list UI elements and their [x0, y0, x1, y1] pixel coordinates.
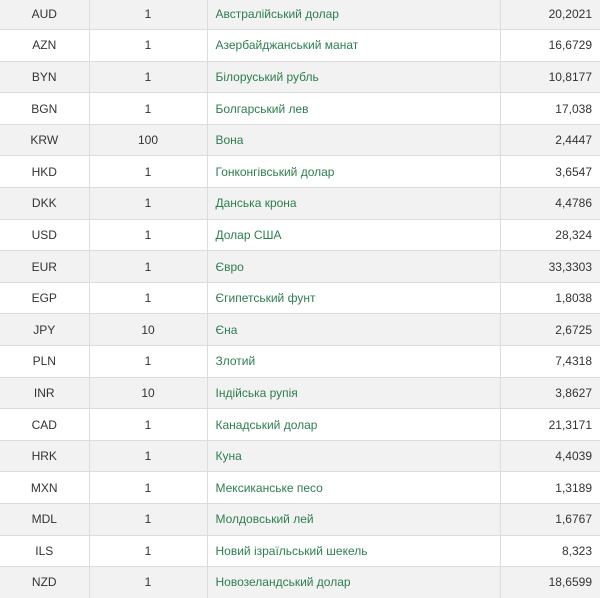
table-row [0, 282, 600, 314]
currency-units: 1 [89, 188, 207, 220]
currency-code: EGP [0, 282, 89, 314]
currency-units: 1 [89, 219, 207, 251]
currency-units: 1 [89, 251, 207, 283]
currency-code: ILS [0, 535, 89, 567]
currency-rate: 2,6725 [500, 314, 600, 346]
currency-code: BGN [0, 93, 89, 125]
currency-units: 1 [89, 504, 207, 536]
currency-code: EUR [0, 251, 89, 283]
currency-code: CAD [0, 409, 89, 441]
currency-name-link[interactable]: Єгипетський фунт [207, 282, 500, 314]
currency-units: 1 [89, 567, 207, 598]
currency-rate: 8,323 [500, 535, 600, 567]
currency-name-link[interactable]: Данська крона [207, 188, 500, 220]
table-row [0, 30, 600, 62]
table-row [0, 346, 600, 378]
currency-name-link[interactable]: Новозеландський долар [207, 567, 500, 598]
currency-name-link[interactable]: Єна [207, 314, 500, 346]
currency-name-link[interactable]: Канадський долар [207, 409, 500, 441]
currency-rate: 17,038 [500, 93, 600, 125]
currency-units: 1 [89, 346, 207, 378]
currency-units: 10 [89, 377, 207, 409]
table-row [0, 93, 600, 125]
table-row [0, 61, 600, 93]
currency-units: 1 [89, 472, 207, 504]
currency-code: KRW [0, 124, 89, 156]
table-row [0, 314, 600, 346]
currency-code: DKK [0, 188, 89, 220]
currency-code: HRK [0, 440, 89, 472]
currency-name-link[interactable]: Гонконгівський долар [207, 156, 500, 188]
currency-code: INR [0, 377, 89, 409]
currency-name-link[interactable]: Євро [207, 251, 500, 283]
currency-units: 1 [89, 61, 207, 93]
currency-name-link[interactable]: Долар США [207, 219, 500, 251]
currency-units: 1 [89, 409, 207, 441]
currency-rate: 3,6547 [500, 156, 600, 188]
currency-rate: 1,6767 [500, 504, 600, 536]
currency-code: AZN [0, 30, 89, 62]
currency-units: 1 [89, 156, 207, 188]
currency-code: PLN [0, 346, 89, 378]
currency-name-link[interactable]: Мексиканське песо [207, 472, 500, 504]
table-row [0, 156, 600, 188]
currency-name-link[interactable]: Злотий [207, 346, 500, 378]
currency-units: 100 [89, 124, 207, 156]
currency-units: 1 [89, 440, 207, 472]
currency-name-link[interactable]: Куна [207, 440, 500, 472]
currency-name-link[interactable]: Азербайджанський манат [207, 30, 500, 62]
currency-code: JPY [0, 314, 89, 346]
table-row [0, 251, 600, 283]
currency-code: BYN [0, 61, 89, 93]
currency-rate: 21,3171 [500, 409, 600, 441]
currency-rate: 4,4786 [500, 188, 600, 220]
currency-rate: 4,4039 [500, 440, 600, 472]
table-row [0, 440, 600, 472]
table-row [0, 188, 600, 220]
currency-rate: 16,6729 [500, 30, 600, 62]
currency-code: AUD [0, 0, 89, 30]
table-row [0, 535, 600, 567]
currency-name-link[interactable]: Молдовський лей [207, 504, 500, 536]
currency-rate: 28,324 [500, 219, 600, 251]
table-row [0, 504, 600, 536]
currency-rate: 18,6599 [500, 567, 600, 598]
currency-units: 1 [89, 0, 207, 30]
currency-code: USD [0, 219, 89, 251]
currency-units: 1 [89, 535, 207, 567]
table-row [0, 567, 600, 598]
table-row [0, 472, 600, 504]
currency-name-link[interactable]: Австралійський долар [207, 0, 500, 30]
currency-rate: 3,8627 [500, 377, 600, 409]
currency-units: 10 [89, 314, 207, 346]
table-row [0, 377, 600, 409]
currency-units: 1 [89, 282, 207, 314]
currency-rate: 20,2021 [500, 0, 600, 30]
table-row [0, 0, 600, 30]
currency-name-link[interactable]: Болгарський лев [207, 93, 500, 125]
currency-units: 1 [89, 93, 207, 125]
currency-code: NZD [0, 567, 89, 598]
currency-rate: 1,8038 [500, 282, 600, 314]
table-row [0, 409, 600, 441]
table-row [0, 219, 600, 251]
currency-rate: 10,8177 [500, 61, 600, 93]
table-row [0, 124, 600, 156]
currency-rate: 7,4318 [500, 346, 600, 378]
currency-name-link[interactable]: Новий ізраїльський шекель [207, 535, 500, 567]
currency-code: MDL [0, 504, 89, 536]
currency-rate: 2,4447 [500, 124, 600, 156]
currency-name-link[interactable]: Білоруський рубль [207, 61, 500, 93]
currency-name-link[interactable]: Індійська рупія [207, 377, 500, 409]
currency-code: MXN [0, 472, 89, 504]
currency-name-link[interactable]: Вона [207, 124, 500, 156]
currency-rate: 33,3303 [500, 251, 600, 283]
currency-rate: 1,3189 [500, 472, 600, 504]
currency-units: 1 [89, 30, 207, 62]
currency-code: HKD [0, 156, 89, 188]
